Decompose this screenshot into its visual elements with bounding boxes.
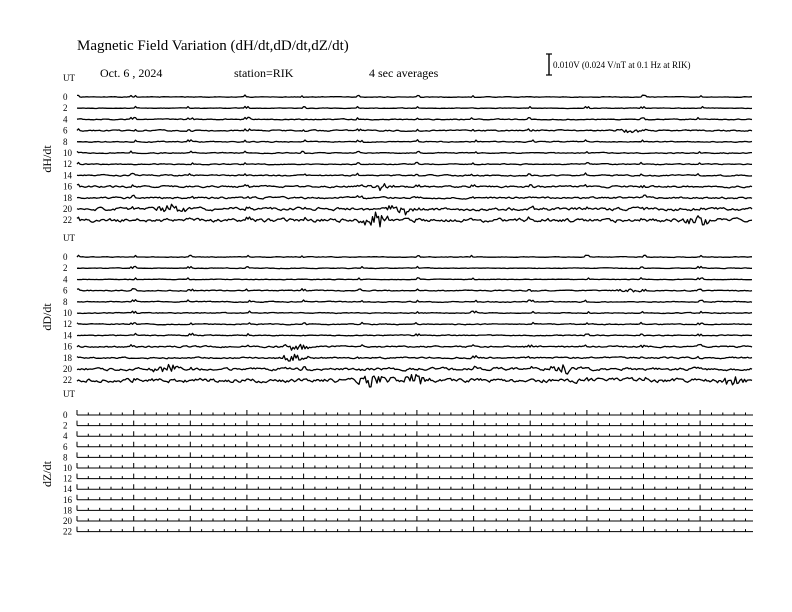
trace-line xyxy=(77,195,752,199)
tick-marks xyxy=(77,421,746,426)
scale-bar-label: 0.010V (0.024 V/nT at 0.1 Hz at RIK) xyxy=(553,60,691,70)
ut-axis-label: UT xyxy=(63,233,75,243)
hour-label: 22 xyxy=(63,215,72,226)
hour-label: 20 xyxy=(63,364,72,374)
hour-label: 4 xyxy=(63,274,68,285)
ut-axis-label: UT xyxy=(63,73,75,83)
tick-marks xyxy=(77,442,746,447)
trace-line xyxy=(77,354,752,361)
trace-line xyxy=(77,375,752,388)
hour-label: 2 xyxy=(63,420,68,431)
trace-line xyxy=(77,311,752,313)
station-label: station=RIK xyxy=(234,66,294,80)
hour-label: 22 xyxy=(63,375,72,386)
trace-line xyxy=(77,106,752,108)
hour-label: 18 xyxy=(63,192,72,203)
trace-line xyxy=(77,184,752,191)
date-label: Oct. 6 , 2024 xyxy=(100,66,163,80)
tick-marks xyxy=(77,463,746,468)
ut-axis-label: UT xyxy=(63,389,75,399)
trace-line xyxy=(77,322,752,325)
hour-label: 6 xyxy=(63,285,68,296)
hour-label: 20 xyxy=(63,204,72,214)
trace-line xyxy=(77,278,752,280)
hour-label: 4 xyxy=(63,431,68,442)
trace-line xyxy=(77,129,752,133)
hour-label: 16 xyxy=(63,181,72,192)
trace-line xyxy=(77,333,752,336)
hour-label: 2 xyxy=(63,103,68,114)
trace-line xyxy=(77,212,752,227)
trace-line xyxy=(77,204,752,215)
hour-label: 2 xyxy=(63,263,68,274)
trace-line xyxy=(77,344,752,350)
hour-label: 14 xyxy=(63,170,72,181)
tick-marks xyxy=(77,516,746,521)
trace-line xyxy=(77,140,752,143)
trace-line xyxy=(77,117,752,120)
hour-label: 0 xyxy=(63,252,68,262)
trace-line xyxy=(77,162,752,164)
trace-line xyxy=(77,289,752,292)
tick-marks xyxy=(77,474,746,479)
trace-line xyxy=(77,151,752,154)
panel-label-1: dD/dt xyxy=(40,303,54,331)
hour-label: 8 xyxy=(63,296,68,307)
trace-line xyxy=(77,173,752,176)
tick-marks xyxy=(77,495,746,500)
hour-label: 10 xyxy=(63,148,72,158)
tick-marks xyxy=(77,431,746,436)
tick-marks xyxy=(77,410,746,415)
trace-line xyxy=(77,365,752,375)
hour-label: 0 xyxy=(63,92,68,102)
trace-line xyxy=(77,300,752,303)
hour-label: 20 xyxy=(63,516,72,526)
hour-label: 10 xyxy=(63,308,72,318)
trace-line xyxy=(77,266,752,268)
hour-label: 16 xyxy=(63,494,72,505)
panel-label-2: dZ/dt xyxy=(40,461,54,487)
hour-label: 12 xyxy=(63,159,72,170)
hour-label: 12 xyxy=(63,473,72,484)
hour-label: 6 xyxy=(63,441,68,452)
hour-label: 12 xyxy=(63,319,72,330)
tick-marks xyxy=(77,484,746,489)
hour-label: 14 xyxy=(63,330,72,341)
hour-label: 8 xyxy=(63,136,68,147)
hour-label: 22 xyxy=(63,526,72,537)
trace-line xyxy=(77,95,752,97)
hour-label: 8 xyxy=(63,452,68,463)
hour-label: 18 xyxy=(63,505,72,516)
averaging-label: 4 sec averages xyxy=(369,66,439,80)
hour-label: 18 xyxy=(63,352,72,363)
chart-title: Magnetic Field Variation (dH/dt,dD/dt,dZ/dt) xyxy=(77,38,349,54)
trace-line xyxy=(77,255,752,257)
tick-marks xyxy=(77,505,746,510)
hour-label: 10 xyxy=(63,463,72,473)
hour-label: 0 xyxy=(63,410,68,420)
hour-label: 6 xyxy=(63,125,68,136)
tick-marks xyxy=(77,527,746,532)
hour-label: 4 xyxy=(63,114,68,125)
hour-label: 16 xyxy=(63,341,72,352)
panel-label-0: dH/dt xyxy=(40,145,54,173)
hour-label: 14 xyxy=(63,484,72,495)
tick-marks xyxy=(77,452,746,457)
